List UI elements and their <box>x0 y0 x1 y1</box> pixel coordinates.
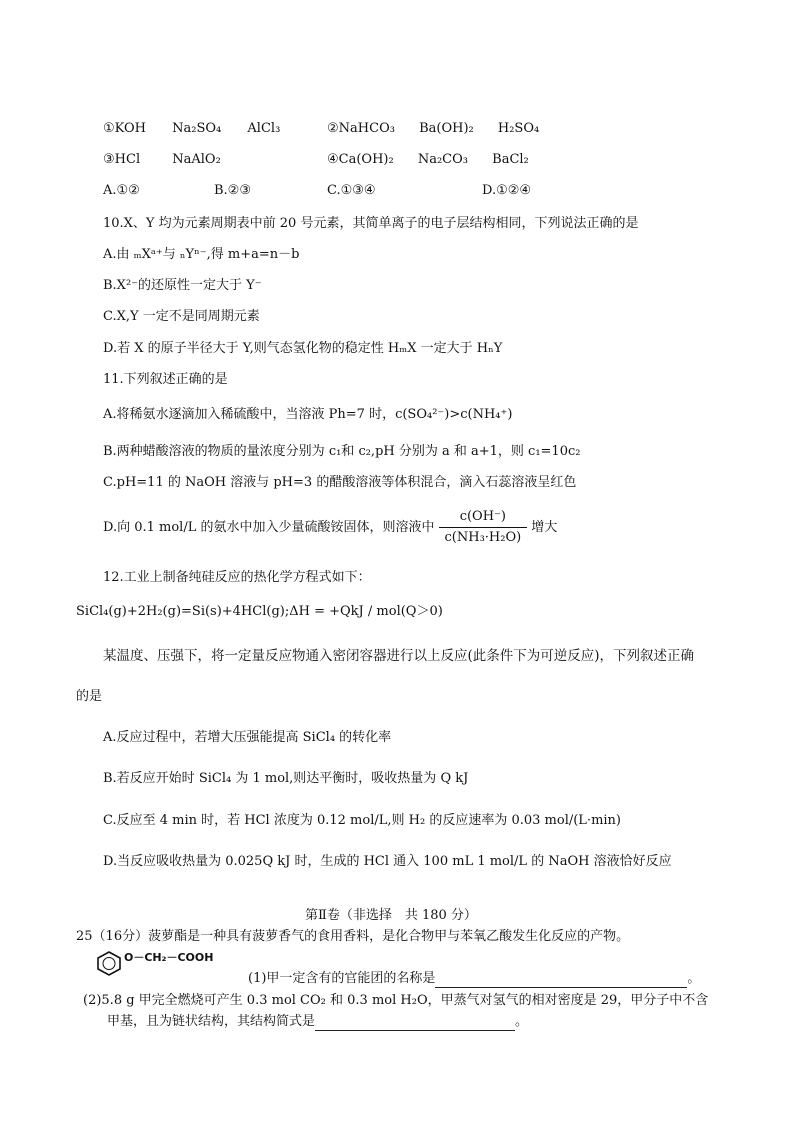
ratio-fraction <box>439 508 528 547</box>
q9-item: AlCl₃ <box>247 121 281 136</box>
q11-option-c: C.pH=11 的 NaOH 溶液与 pH=3 的醋酸溶液等体积混合，滴入石蕊溶液呈红色 <box>103 475 577 490</box>
q12-option-b: B.若反应开始时 SiCl₄ 为 1 mol,则达平衡时，吸收热量为 Q kJ <box>103 771 469 786</box>
q10-option-c: C.X,Y 一定不是同周期元素 <box>103 309 260 324</box>
q25-part1-text: (1)甲一定含有的官能团的名称是 <box>248 971 436 986</box>
structure-label: O－CH₂－COOH <box>124 951 214 964</box>
q9-row1b <box>327 120 539 138</box>
fraction-numerator: c(OH⁻) <box>459 509 506 524</box>
q25-part2-line2 <box>107 1013 528 1031</box>
fraction-denominator: c(NH₃·H₂O) <box>439 527 528 547</box>
q10-option-a: A.由 ₘXᵃ⁺与 ₙYⁿ⁻,得 m+a=n－b <box>103 247 300 262</box>
q9-item: ①KOH <box>103 121 147 136</box>
q9-item: Ba(OH)₂ <box>419 121 474 136</box>
q9-item: ③HCl <box>103 152 141 167</box>
q9-item: NaAlO₂ <box>172 152 221 167</box>
q11-option-a: A.将稀氨水逐滴加入稀硫酸中，当溶液 Ph=7 时，c(SO₄²⁻)>c(NH₄⁺) <box>103 407 513 422</box>
q25-part2-text: 甲基，且为链状结构，其结构简式是 <box>107 1014 316 1029</box>
q9-row1 <box>103 120 280 138</box>
answer-blank[interactable] <box>315 1016 515 1031</box>
q25-part2-end: 。 <box>515 1014 529 1029</box>
q9-option-b: B.②③ <box>214 183 251 198</box>
q9-item: H₂SO₄ <box>497 121 540 136</box>
q9-item: Na₂CO₃ <box>417 152 468 167</box>
q9-option-a: A.①② <box>103 183 140 198</box>
q12-stem: 12.工业上制备纯硅反应的热化学方程式如下： <box>103 570 371 585</box>
q12-option-d: D.当反应吸收热量为 0.025Q kJ 时，生成的 HCl 通入 100 mL 1 mol/L 的 NaOH 溶液恰好反应 <box>103 854 672 869</box>
benzene-ring-icon <box>95 950 123 976</box>
q11-option-b: B.两种蜡酸溶液的物质的量浓度分别为 c₁和 c₂,pH 分别为 a 和 a+1，则 c₁=10c₂ <box>103 444 581 459</box>
q12-paragraph-line1: 某温度、压强下，将一定量反应物通入密闭容器进行以上反应(此条件下为可逆反应)，下列叙述正确 <box>103 648 695 664</box>
q12-option-a: A.反应过程中，若增大压强能提高 SiCl₄ 的转化率 <box>103 730 392 745</box>
q25-part2-line1: (2)5.8 g 甲完全燃烧可产生 0.3 mol CO₂ 和 0.3 mol H₂O，甲蒸气对氢气的相对密度是 29，甲分子中不含 <box>83 993 709 1008</box>
q12-option-c: C.反应至 4 min 时，若 HCl 浓度为 0.12 mol/L,则 H₂ 的反应速率为 0.03 mol/(L·min) <box>103 813 621 828</box>
q11-option-d-text: D.向 0.1 mol/L 的氨水中加入少量硫酸铵固体，则溶液中 <box>103 519 435 535</box>
q9-option-c: C.①③④ <box>327 183 376 198</box>
q25-stem: 25（16分）菠萝酯是一种具有菠萝香气的食用香料，是化合物甲与苯氧乙酸发生化反应的产物。 <box>76 929 630 944</box>
q10-option-d: D.若 X 的原子半径大于 Y,则气态氢化物的稳定性 HₘX 一定大于 HₙY <box>103 341 503 356</box>
q11-stem: 11.下列叙述正确的是 <box>103 372 228 387</box>
q9-row2b <box>327 151 529 169</box>
q11-option-d <box>103 508 557 547</box>
q9-item: BaCl₂ <box>492 152 529 167</box>
q9-option-d: D.①②④ <box>482 183 532 198</box>
q10-stem: 10.X、Y 均为元素周期表中前 20 号元素，其简单离子的电子层结构相同，下列说法正确的是 <box>103 216 639 231</box>
section-title: 第Ⅱ卷（非选择 共 180 分） <box>305 908 477 923</box>
q9-item: ④Ca(OH)₂ <box>327 152 394 167</box>
q25-part1-end: 。 <box>687 971 701 986</box>
q12-paragraph-line2: 的是 <box>76 689 103 704</box>
q9-row2 <box>103 151 221 169</box>
q10-option-b: B.X²⁻的还原性一定大于 Y⁻ <box>103 278 262 293</box>
q25-part1 <box>248 970 700 988</box>
q9-item: ②NaHCO₃ <box>327 121 395 136</box>
q11-option-d-end: 增大 <box>531 519 558 535</box>
q12-equation: SiCl₄(g)+2H₂(g)=Si(s)+4HCl(g);ΔH = +QkJ / mol(Q＞0) <box>76 604 443 619</box>
answer-blank[interactable] <box>435 973 687 988</box>
q9-item: Na₂SO₄ <box>172 121 222 136</box>
